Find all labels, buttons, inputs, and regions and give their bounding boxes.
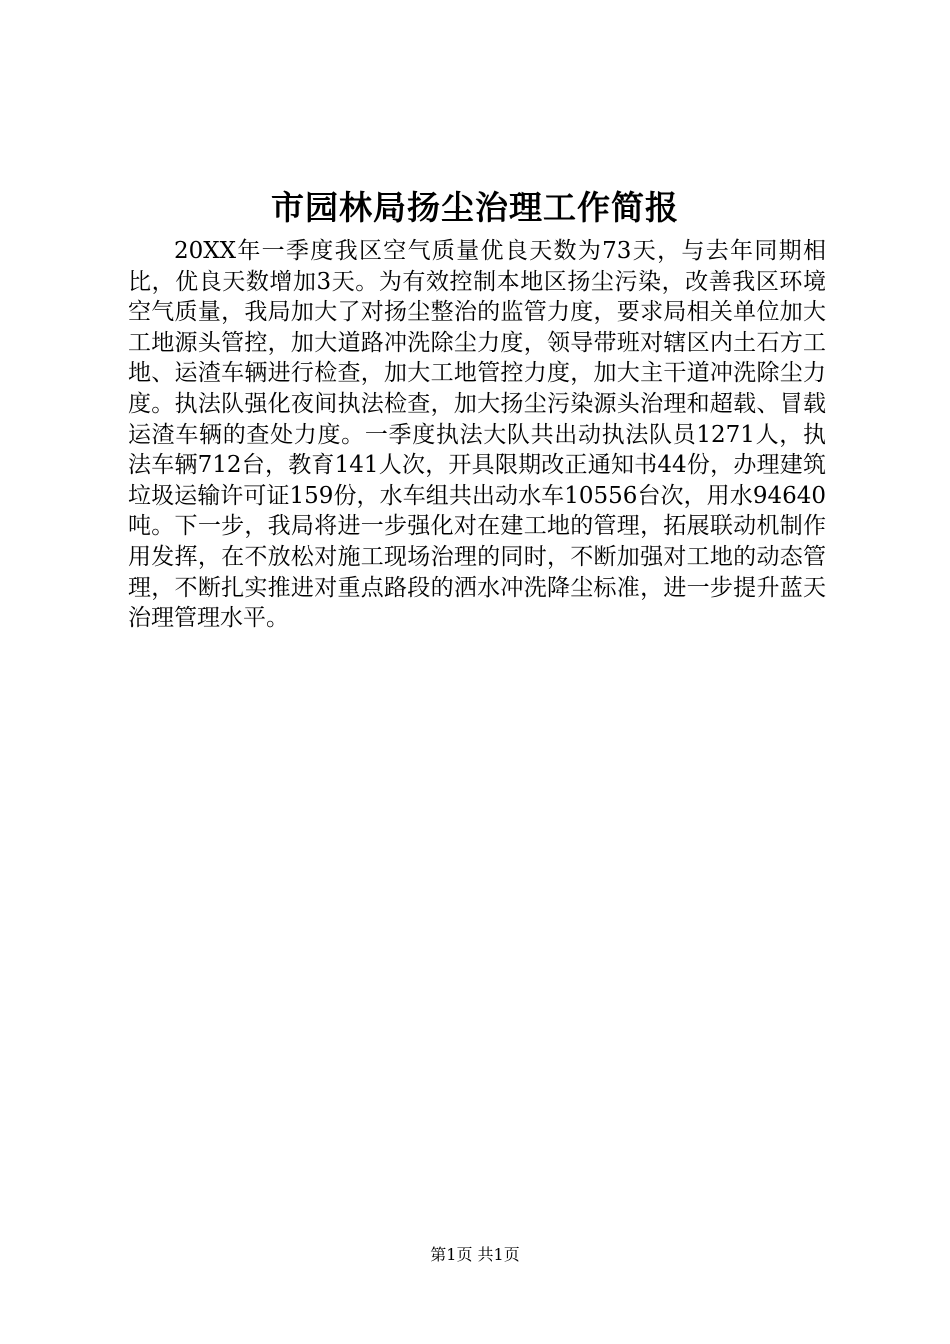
page-footer: 第1页 共1页	[430, 1245, 520, 1264]
body-paragraph: 20XX年一季度我区空气质量优良天数为73天，与去年同期相比，优良天数增加3天。为有效控制本地区扬尘污染，改善我区环境空气质量，我局加大了对扬尘整治的监管力度，要求局相关单位加大工地源头管控，加大道路冲洗除尘力度，领导带班对辖区内土石方工地、运渣车辆进行检查，加大工地管控力度，加大主干道冲洗除尘力度。执法队强化夜间执法检查，加大扬尘污染源头治理和超载、冒载运渣车辆的查处力度。一季度执法大队共出动执法队员1271人，执法车辆712台，教育141人次，开具限期改正通知书44份，办理建筑垃圾运输许可证159份，水车组共出动水车10556台次，用水94640吨。下一步，我局将进一步强化对在建工地的管理，拓展联动机制作用发挥，在不放松对施工现场治理的同时，不断加强对工地的动态管理，不断扎实推进对重点路段的洒水冲洗降尘标准，进一步提升蓝天治理管理水平。	[128, 238, 826, 632]
page-title: 市园林局扬尘治理工作简报	[271, 188, 679, 227]
